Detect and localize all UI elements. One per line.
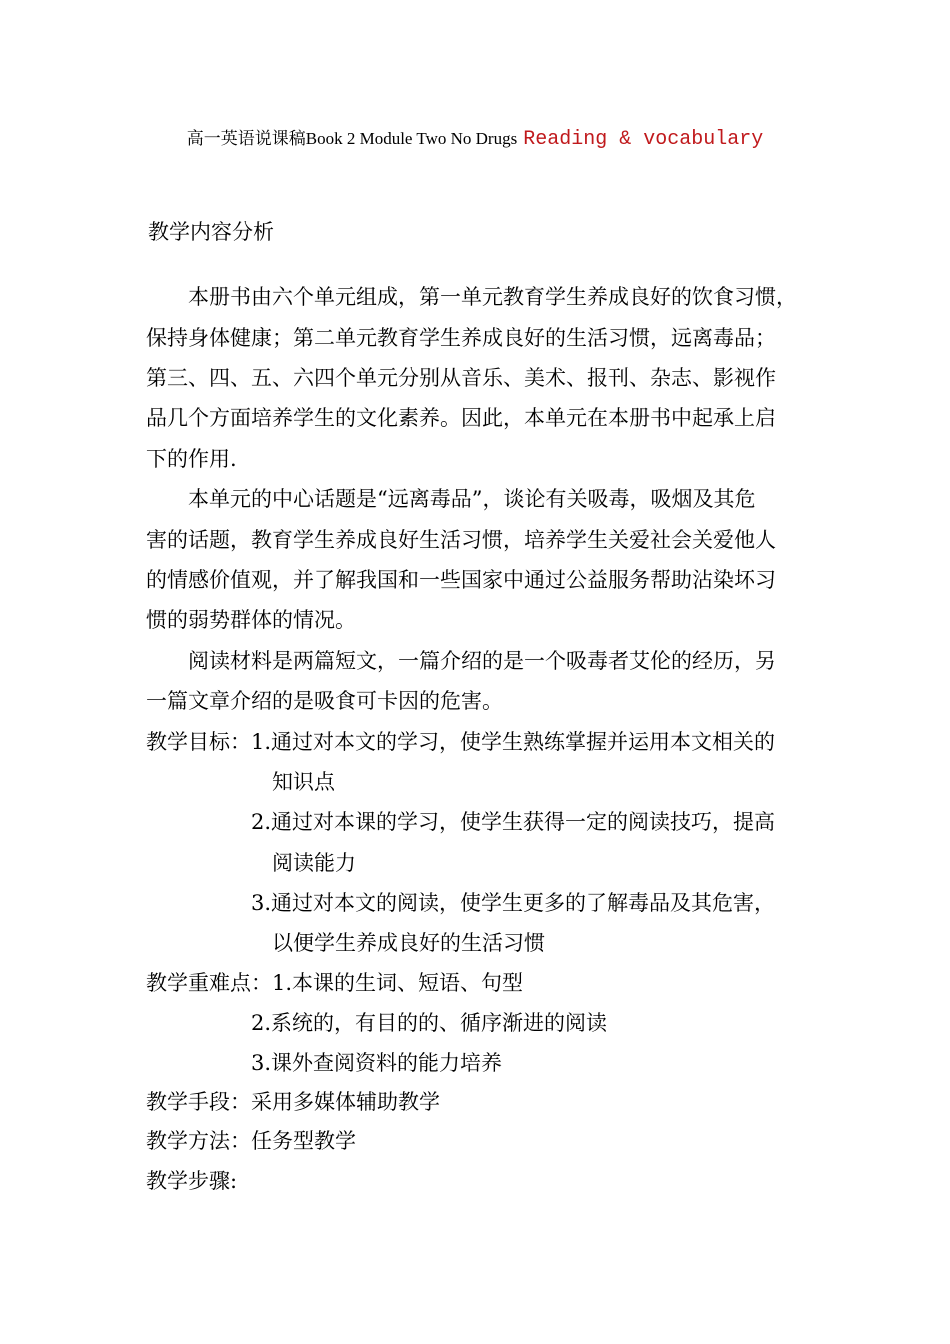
- paragraph-line: 阅读材料是两篇短文，一篇介绍的是一个吸毒者艾伦的经历，另: [188, 649, 776, 673]
- key-points-label: 教学重难点：: [146, 971, 272, 995]
- key-point-item: 3.课外查阅资料的能力培养: [251, 1051, 503, 1075]
- paragraph-line: 一篇文章介绍的是吸食可卡因的危害。: [146, 689, 503, 713]
- teaching-steps-heading: 教学步骤:: [146, 1169, 238, 1193]
- paragraph-line: 本册书由六个单元组成，第一单元教育学生养成良好的饮食习惯，: [188, 285, 797, 309]
- teaching-method: 教学方法：任务型教学: [146, 1129, 356, 1153]
- objective-item-continued: 阅读能力: [272, 851, 356, 875]
- objective-item: 1.通过对本文的学习，使学生熟练掌握并运用本文相关的: [251, 730, 776, 754]
- objectives-label: 教学目标：: [146, 730, 251, 754]
- objective-item-continued: 以便学生养成良好的生活习惯: [272, 931, 545, 955]
- title-accent-text: Reading & vocabulary: [523, 128, 764, 151]
- key-point-item: 1.本课的生词、短语、句型: [272, 971, 524, 995]
- objective-item: 3.通过对本文的阅读，使学生更多的了解毒品及其危害，: [251, 891, 776, 915]
- paragraph-line: 第三、四、五、六四个单元分别从音乐、美术、报刊、杂志、影视作: [146, 366, 776, 390]
- objective-item-continued: 知识点: [272, 770, 335, 794]
- paragraph-line: 惯的弱势群体的情况。: [146, 608, 356, 632]
- paragraph-line: 本单元的中心话题是“远离毒品”，谈论有关吸毒，吸烟及其危: [188, 487, 756, 511]
- teaching-means: 教学手段：采用多媒体辅助教学: [146, 1090, 440, 1114]
- objective-item: 2.通过对本课的学习，使学生获得一定的阅读技巧，提高: [251, 810, 776, 834]
- paragraph-line: 保持身体健康；第二单元教育学生养成良好的生活习惯，远离毒品；: [146, 326, 776, 350]
- section-heading: 教学内容分析: [148, 220, 274, 244]
- paragraph-line: 下的作用.: [146, 447, 237, 471]
- document-title: [0, 124, 950, 151]
- paragraph-line: 害的话题，教育学生养成良好生活习惯，培养学生关爱社会关爱他人: [146, 528, 776, 552]
- paragraph-line: 的情感价值观，并了解我国和一些国家中通过公益服务帮助沾染坏习: [146, 568, 776, 592]
- key-point-item: 2.系统的，有目的的、循序渐进的阅读: [251, 1011, 608, 1035]
- title-text: 高一英语说课稿Book 2 Module Two No Drugs: [186, 129, 518, 148]
- paragraph-line: 品几个方面培养学生的文化素养。因此，本单元在本册书中起承上启: [146, 406, 776, 430]
